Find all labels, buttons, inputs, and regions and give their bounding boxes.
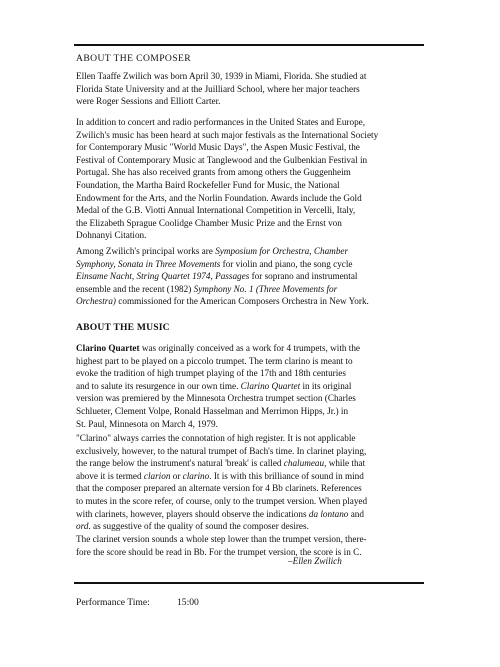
text-line: fore the score should be read in Bb. For the trumpet version, the score is in C. bbox=[76, 546, 362, 557]
text-line: "Clarino" always carries the connotation of high register. It is not applicable bbox=[76, 433, 356, 443]
text-line: St. Paul, Minnesota on March 4, 1979. bbox=[76, 418, 218, 429]
text-line: were Roger Sessions and Elliott Carter. bbox=[76, 96, 221, 107]
text-line: ensemble and the recent (1982) Symphony No. 1 (Three Movements for bbox=[76, 283, 338, 294]
text-line: Schlueter, Clement Volpe, Ronald Hasselman and Merrimon Hipps, Jr.) in bbox=[76, 405, 349, 416]
text-line: Zwilich's music has been heard at such major festivals as the International Society bbox=[76, 129, 379, 140]
signature: –Ellen Zwilich bbox=[288, 556, 342, 566]
text-line: Portugal. She has also received grants from among others the Guggenheim bbox=[76, 167, 351, 178]
music-paragraph-2 bbox=[76, 432, 428, 533]
composer-paragraph-2 bbox=[76, 116, 428, 242]
music-paragraph-3 bbox=[76, 533, 428, 558]
text-line: Clarino Quartet was originally conceived as a work for 4 trumpets, with the bbox=[76, 343, 360, 353]
composer-paragraph-1 bbox=[76, 70, 428, 108]
text-line: Dohnanyi Citation. bbox=[76, 230, 147, 241]
text-line: Einsame Nacht, String Quartet 1974, Passages for soprano and instrumental bbox=[76, 271, 358, 282]
text-line: Among Zwilich's principal works are Symposium for Orchestra, Chamber bbox=[76, 246, 349, 256]
text-line: Ellen Taaffe Zwilich was born April 30, 1939 in Miami, Florida. She studied at bbox=[76, 71, 367, 81]
text-line: to mutes in the score refer, of course, only to the trumpet version. When played bbox=[76, 495, 368, 506]
text-line: the Elizabeth Sprague Coolidge Chamber Music Prize and the Ernst von bbox=[76, 217, 342, 228]
text-line: and to salute its resurgence in our own time. Clarino Quartet in its original bbox=[76, 380, 352, 391]
text-line: ord. as suggestive of the quality of sound the composer desires. bbox=[76, 521, 309, 532]
text-line: version was premiered by the Minnesota Orchestra trumpet section (Charles bbox=[76, 393, 356, 404]
text-line: Foundation, the Martha Baird Rockefeller Fund for Music, the National bbox=[76, 179, 340, 190]
composer-heading: ABOUT THE COMPOSER bbox=[76, 53, 192, 64]
text-line: for Contemporary Music "World Music Days", the Aspen Music Festival, the bbox=[76, 142, 360, 153]
top-rule bbox=[74, 44, 424, 46]
text-line: above it is termed clarion or clarino. It is with this brilliance of sound in mind bbox=[76, 470, 364, 481]
text-line: In addition to concert and radio performances in the United States and Europe, bbox=[76, 117, 366, 127]
text-line: exclusively, however, to the natural trumpet of Bach's time. In clarinet playing, bbox=[76, 445, 367, 456]
text-line: Endowment for the Arts, and the Norlin Foundation. Awards include the Gold bbox=[76, 192, 362, 203]
text-line: highest part to be played on a piccolo trumpet. The term clarino is meant to bbox=[76, 355, 353, 366]
bottom-rule bbox=[74, 582, 424, 584]
performance-time-value: 15:00 bbox=[177, 597, 199, 608]
text-line: Florida State University and at the Juilliard School, where her major teachers bbox=[76, 83, 360, 94]
text-line: The clarinet version sounds a whole step lower than the trumpet version, there- bbox=[76, 534, 367, 544]
text-line: with clarinets, however, players should observe the indications da lontano and bbox=[76, 508, 364, 519]
text-line: Orchestra) commissioned for the American Composers Orchestra in New York. bbox=[76, 296, 369, 307]
composer-paragraph-3 bbox=[76, 245, 428, 308]
text-line: evoke the tradition of high trumpet playing of the 17th and 18th centuries bbox=[76, 368, 346, 379]
text-line: that the composer prepared an alternate version for 4 Bb clarinets. References bbox=[76, 483, 362, 494]
text-line: Medal of the G.B. Viotti Annual International Competition in Vercelli, Italy, bbox=[76, 205, 356, 216]
text-line: Symphony, Sonata in Three Movements for violin and piano, the song cycle bbox=[76, 258, 353, 269]
music-heading: ABOUT THE MUSIC bbox=[76, 322, 170, 333]
text-line: the range below the instrument's natural 'break' is called chalumeau, while that bbox=[76, 458, 366, 469]
text-line: Festival of Contemporary Music at Tanglewood and the Gulbenkian Festival in bbox=[76, 154, 368, 165]
music-paragraph-1 bbox=[76, 342, 428, 430]
performance-time-label: Performance Time: bbox=[76, 597, 150, 608]
